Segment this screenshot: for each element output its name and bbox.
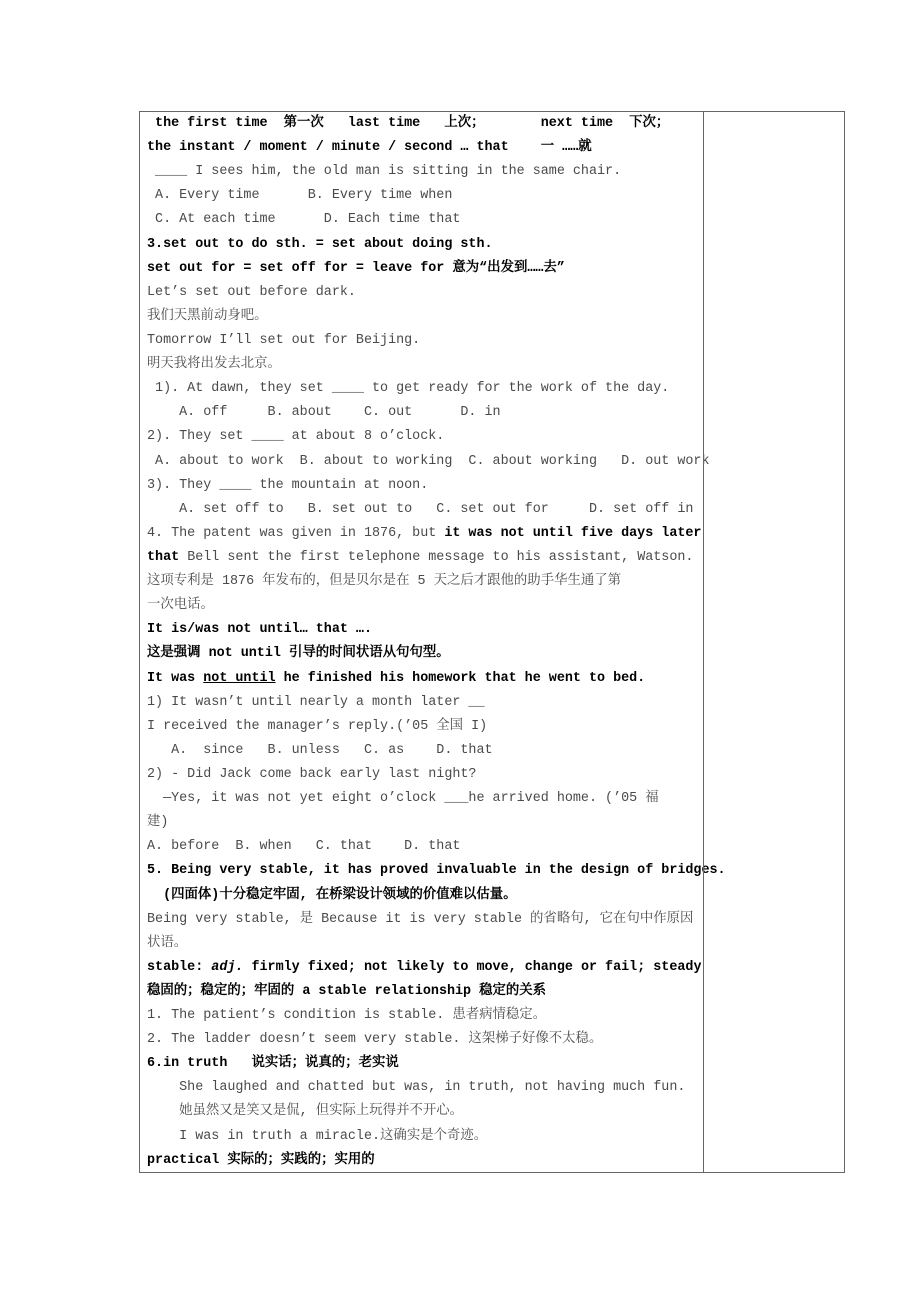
text-segment: 明天我将出发去北京。 (147, 357, 281, 373)
text-segment: —Yes, it was not yet eight o’clock ___he arrived home. (’05 福 (147, 791, 659, 807)
text-segment: firmly fixed; not likely to move, change or fail; steady (243, 959, 702, 975)
text-segment: ____ I sees him, the old man is sitting in the same chair. (147, 164, 622, 180)
text-segment: C. At each time D. Each time that (147, 212, 461, 228)
text-segment: 一次电话。 (147, 598, 214, 614)
text-segment: 这项专利是 1876 年发布的，但是贝尔是在 5 天之后才跟他的助手华生通了第 (147, 574, 622, 590)
text-line (147, 498, 699, 522)
text-segment: Being very stable, 是 Because it is very stable 的省略句, 它在句中作原因 (147, 911, 694, 927)
text-line (147, 1149, 699, 1173)
text-line (147, 377, 699, 401)
text-line (147, 667, 699, 691)
text-line (147, 184, 699, 208)
text-segment: adj. (211, 959, 244, 975)
text-segment: 2). They set ____ at about 8 o’clock. (147, 429, 445, 445)
text-segment: A. Every time B. Every time when (147, 188, 453, 204)
text-line (147, 257, 699, 281)
text-segment: Let’s set out before dark. (147, 284, 356, 300)
text-line (147, 160, 699, 184)
text-line (147, 1100, 699, 1124)
text-line (147, 281, 699, 305)
text-line (147, 353, 699, 377)
text-line (147, 859, 726, 883)
text-line (147, 691, 699, 715)
text-line (147, 763, 699, 787)
text-line (147, 884, 699, 908)
text-segment: A. about to work B. about to working C. about working D. out work (147, 453, 710, 469)
text-line (147, 811, 699, 835)
text-segment: practical 实际的；实践的；实用的 (147, 1152, 375, 1168)
text-segment: A. before B. when C. that D. that (147, 839, 461, 855)
text-line (147, 546, 699, 570)
text-line (147, 956, 702, 980)
text-line (147, 1076, 699, 1100)
text-segment: 状语。 (147, 935, 188, 951)
text-line (147, 208, 699, 232)
text-line (147, 570, 699, 594)
text-line (147, 642, 699, 666)
text-line (147, 980, 699, 1004)
text-segment: 1). At dawn, they set ____ to get ready for the work of the day. (147, 381, 670, 397)
text-segment: A. since B. unless C. as D. that (147, 742, 493, 758)
text-segment: 稳固的；稳定的；牢固的 a stable relationship 稳定的关系 (147, 983, 547, 999)
text-segment: the first time 第一次 last time 上次； next time 下次； (147, 116, 670, 131)
text-segment: 我们天黑前动身吧。 (147, 308, 268, 324)
text-line (147, 1004, 699, 1028)
text-segment: 2. The ladder doesn’t seem very stable. 这架梯子好像不太稳。 (147, 1032, 603, 1048)
text-segment: not until (203, 670, 276, 686)
text-line (147, 715, 699, 739)
text-line (147, 787, 699, 811)
text-line (147, 594, 699, 618)
text-segment: he finished his homework that he went to bed. (275, 670, 646, 686)
text-segment: 1. The patient’s condition is stable. 患者病情稳定。 (147, 1008, 547, 1024)
text-segment: Bell sent the first telephone message to his assistant, Watson. (179, 549, 694, 565)
text-segment: I was in truth a miracle.这确实是个奇迹。 (147, 1128, 488, 1144)
text-line (147, 112, 699, 136)
text-segment: 2) - Did Jack come back early last night? (147, 766, 477, 782)
text-segment: 3). They ____ the mountain at noon. (147, 477, 429, 493)
text-line (147, 450, 710, 474)
text-segment: 1) It wasn’t until nearly a month later __ (147, 694, 485, 710)
text-segment: the instant / moment / minute / second … that 一 ……就 (147, 140, 592, 156)
notes-cell (147, 112, 726, 1173)
text-segment: 6.in truth 说实话；说真的；老实说 (147, 1056, 399, 1072)
text-segment: 4. The patent was given in 1876, but (147, 525, 445, 541)
text-line (147, 474, 699, 498)
notes-table (139, 111, 845, 1173)
text-line (147, 425, 699, 449)
text-segment: 建) (147, 815, 169, 831)
text-segment: stable: (147, 959, 212, 975)
text-segment: set out for = set off for = leave for 意为“出发到……去” (147, 260, 565, 276)
text-segment: 这是强调 not until 引导的时间状语从句句型。 (147, 646, 450, 662)
text-segment: 3.set out to do sth. = set about doing sth. (147, 236, 493, 252)
text-segment: I received the manager’s reply.(’05 全国 I) (147, 718, 488, 734)
text-line (147, 618, 699, 642)
text-segment: it was not until five days later (444, 525, 702, 541)
text-segment: (四面体)十分稳定牢固, 在桥梁设计领域的价值难以估量。 (147, 887, 517, 903)
text-line (147, 522, 702, 546)
text-segment: that (147, 549, 180, 565)
text-segment: It is/was not until… that …. (147, 622, 372, 638)
text-segment: She laughed and chatted but was, in truth, not having much fun. (147, 1080, 686, 1096)
text-line (147, 233, 699, 257)
text-line (147, 401, 699, 425)
text-segment: 5. Being very stable, it has proved invaluable in the design of bridges. (147, 863, 726, 879)
text-line (147, 932, 699, 956)
text-segment: A. set off to B. set out to C. set out for D. set off in (147, 501, 694, 517)
text-segment: Tomorrow I’ll set out for Beijing. (147, 332, 421, 348)
text-line (147, 329, 699, 353)
text-line (147, 1028, 699, 1052)
text-segment: 她虽然又是笑又是侃, 但实际上玩得并不开心。 (147, 1104, 464, 1120)
text-segment: It was (147, 670, 204, 686)
text-segment: A. off B. about C. out D. in (147, 405, 501, 421)
empty-notes-column (704, 112, 844, 1172)
text-line (147, 1052, 699, 1076)
text-line (147, 1125, 699, 1149)
text-line (147, 136, 699, 160)
text-line (147, 305, 699, 329)
text-line (147, 835, 699, 859)
text-line (147, 908, 699, 932)
text-line (147, 739, 699, 763)
